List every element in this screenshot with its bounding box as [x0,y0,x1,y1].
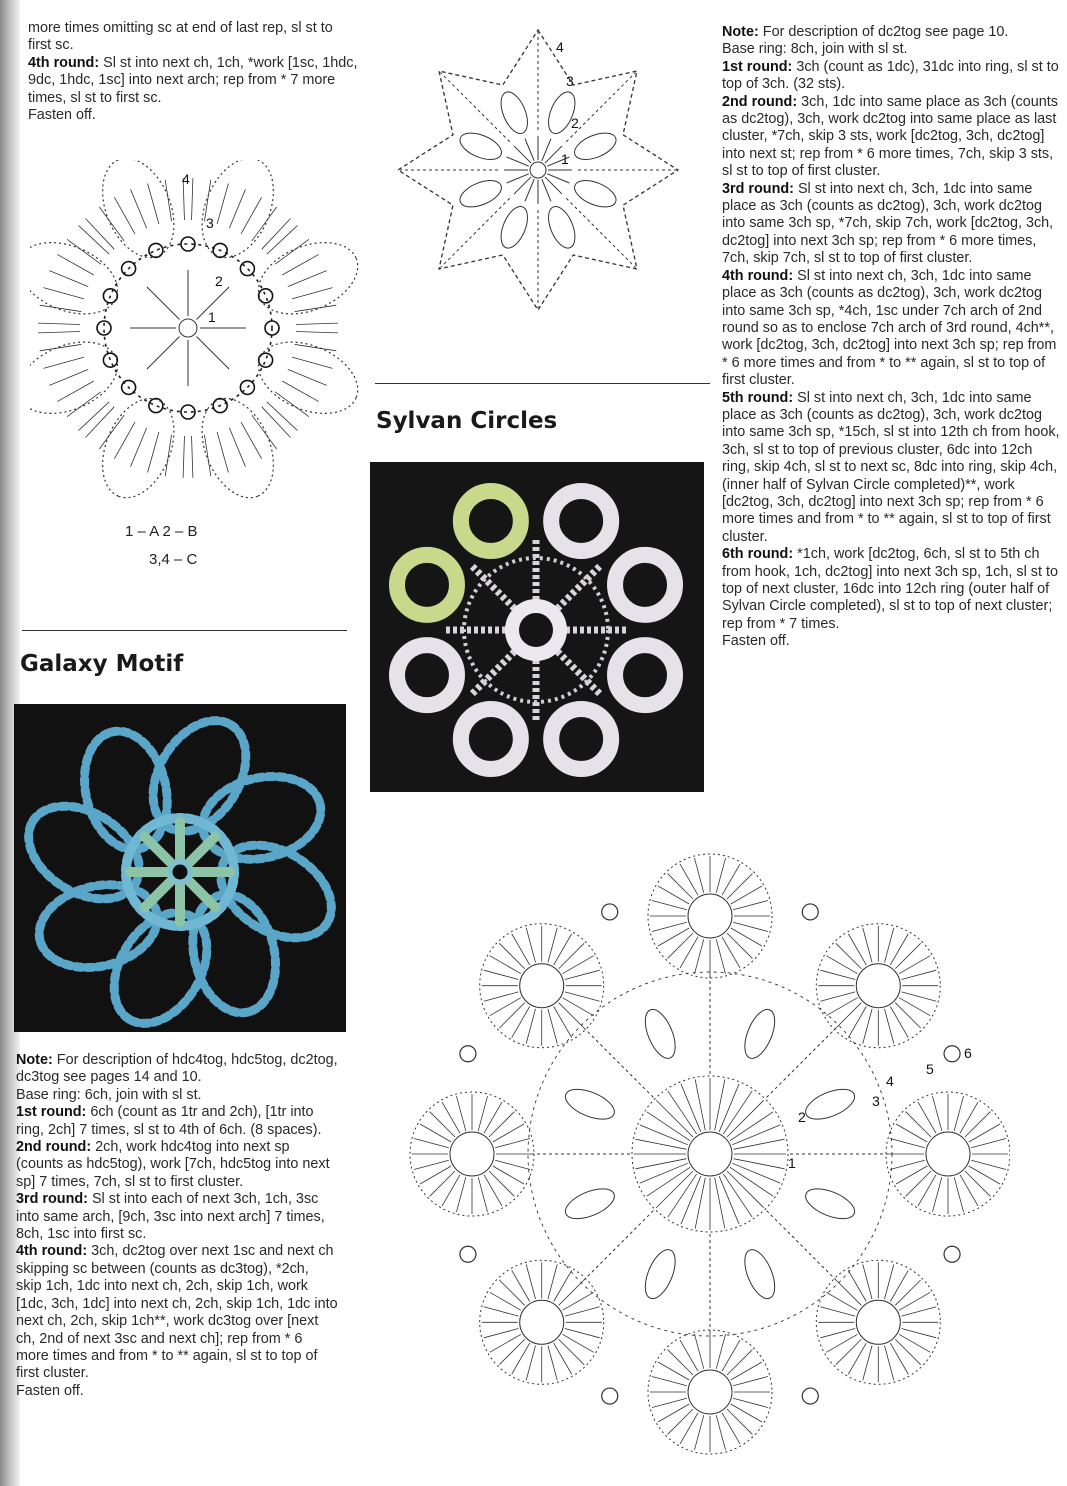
divider-left [22,630,347,631]
legend-line-2: 3,4 – C [149,551,198,568]
chart2-label-4: 4 [556,39,564,55]
chart1-label-4: 4 [182,171,190,187]
galaxy-pattern-text: Note: For description of hdc4tog, hdc5tog, dc2tog, dc3tog see pages 14 and 10. Base ring: 6ch, join with sl st. 1st round: 6ch (count as 1tr and 2ch), [1tr into ring, 2ch] 7 times, sl st to 4th of 6ch. (8 spaces). 2nd round: 2ch, work hdc4tog into next sp (counts as hdc5tog), work [7ch, hdc5tog into next sp] 7 times, 7ch, sl st to first cluster. 3rd round: Sl st into each of next 3ch, 1ch, 3sc into same arch, [9ch, 3sc into next arch] 7 times, 8ch, 1sc into first sc. 4th round: 3ch, dc2tog over next 1sc and next ch skipping sc between (counts as dc3tog), *2ch, skip 1ch, 1dc into next ch, 2ch, skip 1ch, work [1dc, 3ch, 1dc] into next ch, 2ch, skip 1ch, 1dc into next ch, 2ch, skip 1ch**, work dc3tog over [next ch, 2nd of next 3sc and next ch]; rep from * 6 more times and from * to ** again, sl st to top of first cluster. Fasten off. [16,1052,338,1399]
chart3-label-2: 2 [798,1109,806,1125]
chart3-label-3: 3 [872,1093,880,1109]
chart2-label-3: 3 [566,73,574,89]
chart1-label-3: 3 [206,215,214,231]
chart-legend [125,518,198,574]
galaxy-motif-title: Galaxy Motif [20,651,184,677]
divider-center [375,383,710,384]
sylvan-pattern-text: Note: For description of dc2tog see page 10. Base ring: 8ch, join with sl st. 1st round: 3ch (count as 1dc), 31dc into ring, sl st to top of 3ch. (32 sts). 2nd round: 3ch, 1dc into same place as 3ch (counts as dc2tog), 3ch, work dc2tog into same place as last cluster, *7ch, skip 3 sts, work [dc2tog, 3ch, dc2tog] into next st; rep from * 6 more times, 7ch, skip 3 sts, sl st to top of first cluster. 3rd round: Sl st into next ch, 3ch, 1dc into same place as 3ch (counts as dc2tog), 3ch, work dc2tog into same 3ch sp, *7ch, skip 7ch, work [dc2tog, 3ch, dc2tog] into next 3ch sp; rep from * 6 more times, 7ch, skip 7ch, sl st to top of first cluster. 4th round: Sl st into next ch, 3ch, 1dc into same place as 3ch (counts as dc2tog), 3ch, work dc2tog into same 3ch sp, *4ch, 1sc under 7ch arch of 2nd round so as to enclose 7ch arch of 3rd round, 4ch**, work [dc2tog, 3ch, dc2tog] into next 3ch sp; rep from * 6 more times and from * to ** again, sl st to top of first cluster. 5th round: Sl st into next ch, 3ch, 1dc into same place as 3ch (counts as dc2tog), 3ch, work dc2tog into same 3ch sp, *15ch, sl st into 12th ch from hook, 3ch, sl st to top of previous cluster, 6dc into 12ch ring, skip 4ch, sl st to next sc, 8dc into ring, skip 4ch, (inner half of Sylvan Circle completed)**, work [dc2tog, 3ch, dc2tog] into next 3ch sp; rep from * 6 more times and from * to ** again, sl st to top of first cluster. 6th round: *1ch, work [dc2tog, 6ch, sl st to 5th ch from hook, 1ch, dc2tog] into next 3ch sp, 1ch, sl st to top of next cluster, 16dc into 12ch ring (outer half of Sylvan Circle completed), sl st to top of next cluster; rep from * 7 times. Fasten off. [722,24,1060,650]
chart1-label-2: 2 [215,273,223,289]
sylvan-circles-chart [390,836,1010,1476]
galaxy-star-chart [378,18,708,328]
flower-motif-chart [30,160,360,510]
legend-line-1: 1 – A 2 – B [125,523,198,540]
chart2-label-1: 1 [561,151,569,167]
sylvan-circles-title: Sylvan Circles [376,408,558,434]
chart3-label-4: 4 [886,1073,894,1089]
galaxy-motif-photo [14,704,346,1032]
chart3-label-5: 5 [926,1061,934,1077]
continued-pattern-text: more times omitting sc at end of last rep, sl st to first sc. 4th round: Sl st into next ch, 1ch, *work [1sc, 1hdc, 9dc, 1hdc, 1sc] into next arch; rep from * 7 more times, sl st to first sc. Fasten off. [28,20,358,124]
chart3-label-6: 6 [964,1045,972,1061]
sylvan-circles-photo [370,462,704,792]
chart1-label-1: 1 [208,309,216,325]
chart2-label-2: 2 [571,115,579,131]
chart3-label-1: 1 [788,1155,796,1171]
